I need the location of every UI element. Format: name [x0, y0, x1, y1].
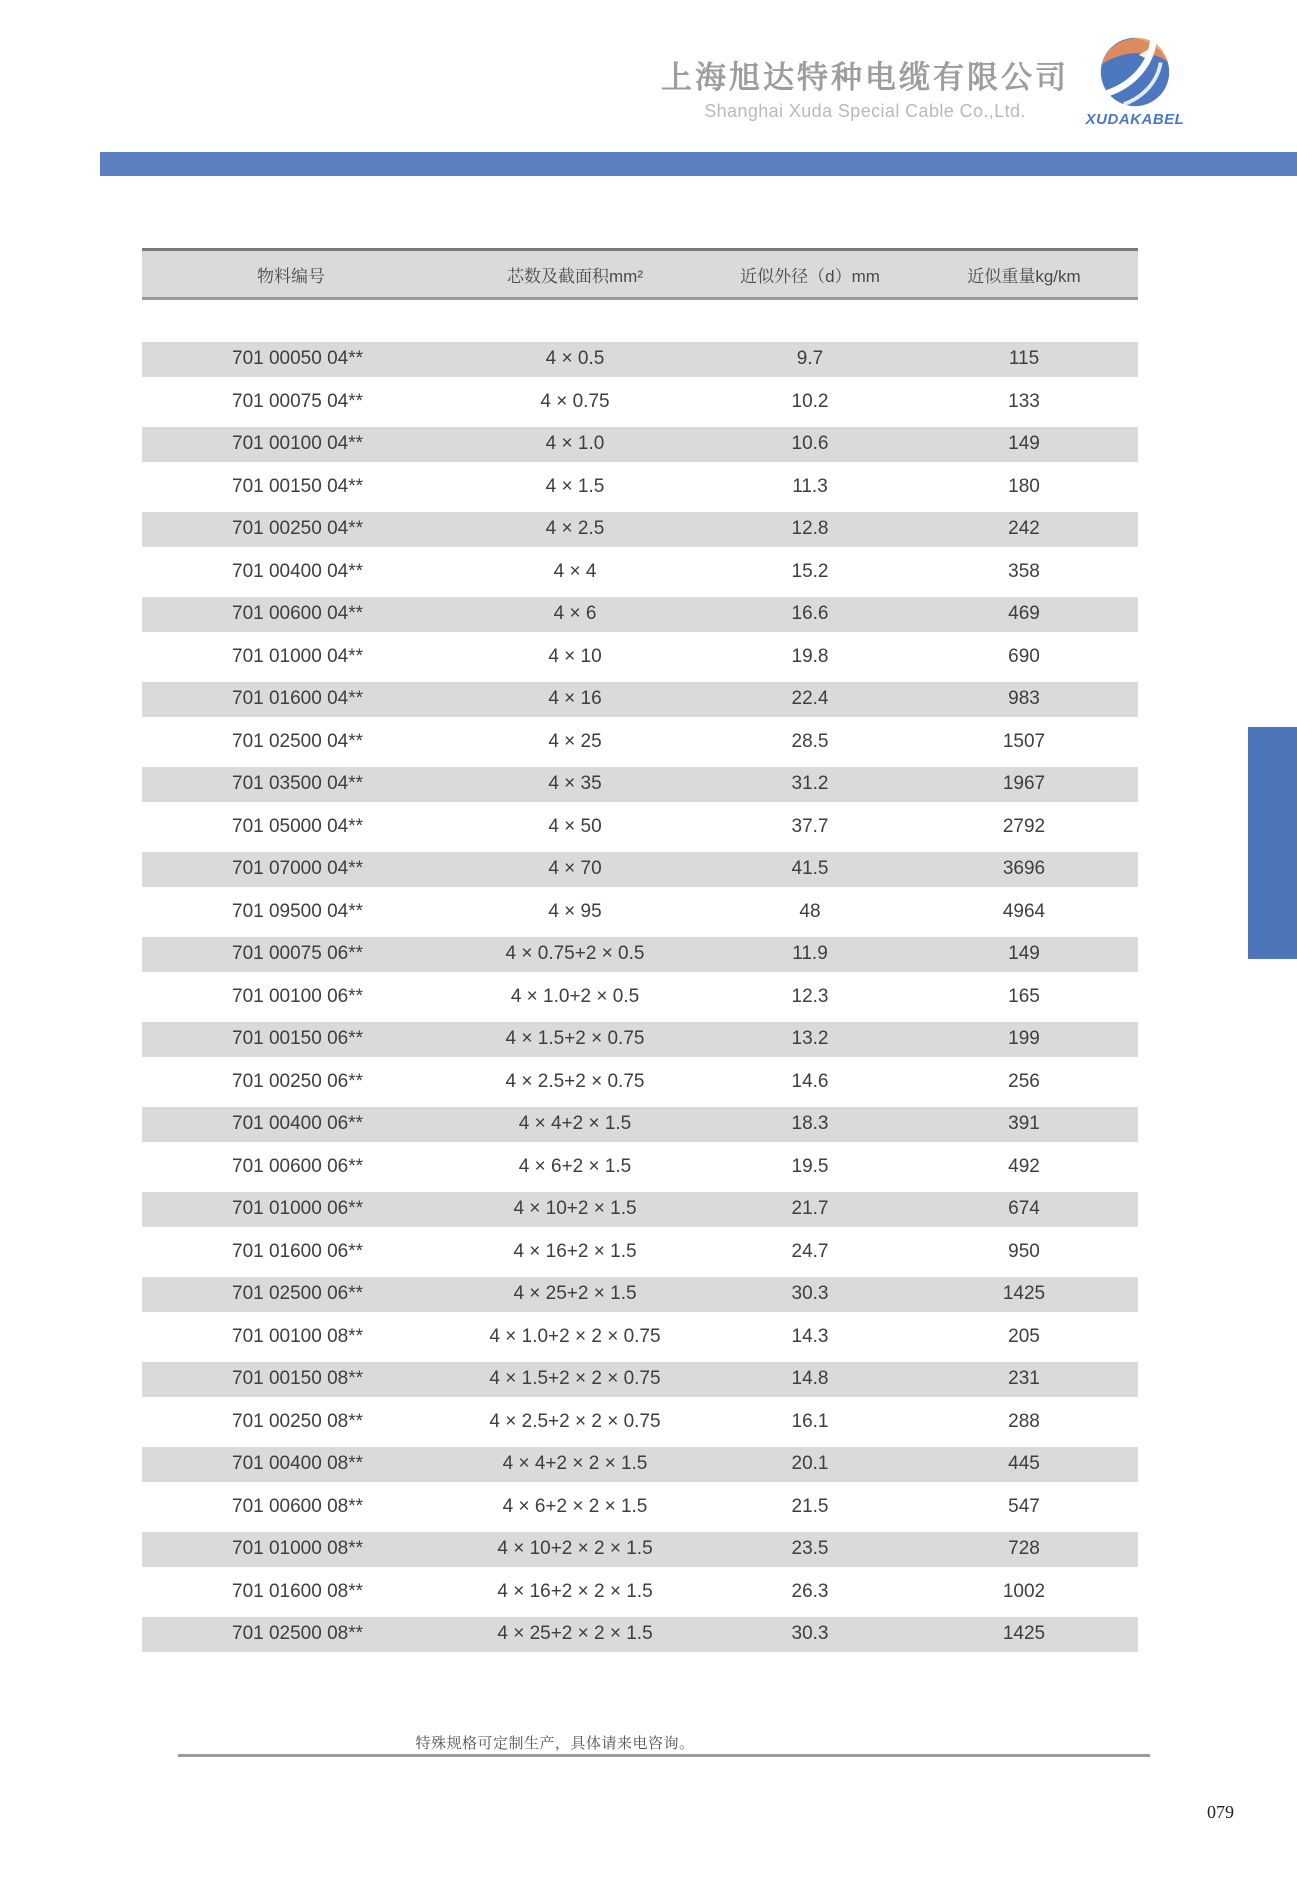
cell-outer-diameter: 20.1 — [791, 1453, 829, 1475]
cell-cores-section: 4 × 6 — [553, 603, 597, 625]
cell-material-code: 701 00400 04** — [232, 560, 364, 582]
cell-outer-diameter: 12.8 — [791, 518, 829, 540]
cell-weight: 205 — [1008, 1325, 1040, 1347]
cell-outer-diameter: 28.5 — [791, 730, 829, 752]
table-row — [142, 1528, 1138, 1571]
cell-outer-diameter: 10.6 — [791, 433, 829, 455]
table-row — [142, 678, 1138, 721]
company-name-block — [661, 52, 1069, 122]
cell-cores-section: 4 × 1.5+2 × 0.75 — [505, 1028, 645, 1050]
page-number: 079 — [1207, 1802, 1234, 1822]
cell-outer-diameter: 15.2 — [791, 560, 829, 582]
cell-material-code: 701 00400 06** — [232, 1113, 364, 1135]
table-row — [142, 1103, 1138, 1146]
cell-weight: 149 — [1008, 433, 1040, 455]
cell-weight: 728 — [1008, 1538, 1040, 1560]
cell-outer-diameter: 14.3 — [791, 1325, 829, 1347]
table-row — [142, 1358, 1138, 1401]
cell-cores-section: 4 × 10+2 × 1.5 — [513, 1198, 637, 1220]
cell-weight: 1425 — [1002, 1283, 1046, 1305]
cell-weight: 445 — [1008, 1453, 1040, 1475]
cell-outer-diameter: 13.2 — [791, 1028, 829, 1050]
cell-weight: 674 — [1008, 1198, 1040, 1220]
cell-weight: 2792 — [1002, 815, 1046, 837]
cell-outer-diameter: 12.3 — [791, 985, 829, 1007]
cell-outer-diameter: 26.3 — [791, 1580, 829, 1602]
cell-cores-section: 4 × 1.0+2 × 0.5 — [510, 985, 640, 1007]
cell-cores-section: 4 × 2.5+2 × 2 × 0.75 — [489, 1410, 661, 1432]
table-row — [142, 1273, 1138, 1316]
table-row — [142, 466, 1138, 509]
cell-cores-section: 4 × 0.75 — [540, 390, 610, 412]
table-row — [142, 593, 1138, 636]
cell-cores-section: 4 × 0.5 — [545, 348, 605, 370]
cell-outer-diameter: 16.1 — [791, 1410, 829, 1432]
header-divider-bar — [100, 152, 1297, 176]
cell-outer-diameter: 14.6 — [791, 1070, 829, 1092]
cell-cores-section: 4 × 16+2 × 1.5 — [513, 1240, 637, 1262]
table-row — [142, 1231, 1138, 1274]
table-row — [142, 933, 1138, 976]
logo-wordmark: XUDAKABEL — [1085, 111, 1185, 128]
cell-material-code: 701 00250 08** — [232, 1410, 364, 1432]
cell-material-code: 701 00075 06** — [232, 943, 364, 965]
cell-weight: 180 — [1008, 475, 1040, 497]
cell-cores-section: 4 × 70 — [548, 858, 602, 880]
cell-cores-section: 4 × 1.0 — [545, 433, 605, 455]
cell-outer-diameter: 14.8 — [791, 1368, 829, 1390]
cell-weight: 690 — [1008, 645, 1040, 667]
table-row — [142, 381, 1138, 424]
table-row — [142, 508, 1138, 551]
company-name-chinese: 上海旭达特种电缆有限公司 — [661, 60, 1069, 95]
cell-outer-diameter: 41.5 — [791, 858, 829, 880]
cell-material-code: 701 00600 08** — [232, 1495, 364, 1517]
table-row — [142, 1613, 1138, 1656]
cell-material-code: 701 01000 04** — [232, 645, 364, 667]
cell-weight: 1425 — [1002, 1623, 1046, 1645]
cell-weight: 149 — [1008, 943, 1040, 965]
cell-weight: 242 — [1008, 518, 1040, 540]
table-row — [142, 423, 1138, 466]
cell-cores-section: 4 × 10 — [548, 645, 602, 667]
cell-material-code: 701 00150 08** — [232, 1368, 364, 1390]
cell-cores-section: 4 × 4+2 × 2 × 1.5 — [502, 1453, 648, 1475]
cell-material-code: 701 00050 04** — [232, 348, 364, 370]
cell-cores-section: 4 × 1.0+2 × 2 × 0.75 — [489, 1325, 661, 1347]
cell-material-code: 701 09500 04** — [232, 900, 364, 922]
cell-weight: 469 — [1008, 603, 1040, 625]
cell-material-code: 701 03500 04** — [232, 773, 364, 795]
table-row — [142, 1188, 1138, 1231]
cell-weight: 231 — [1008, 1368, 1040, 1390]
cell-cores-section: 4 × 4 — [553, 560, 597, 582]
cell-weight: 1002 — [1002, 1580, 1046, 1602]
cell-material-code: 701 00600 06** — [232, 1155, 364, 1177]
cell-material-code: 701 00400 08** — [232, 1453, 364, 1475]
cell-material-code: 701 05000 04** — [232, 815, 364, 837]
cell-cores-section: 4 × 4+2 × 1.5 — [518, 1113, 632, 1135]
table-row — [142, 848, 1138, 891]
cell-outer-diameter: 19.5 — [791, 1155, 829, 1177]
cell-weight: 1967 — [1002, 773, 1046, 795]
table-header-row — [142, 248, 1138, 300]
cell-weight: 133 — [1008, 390, 1040, 412]
cell-cores-section: 4 × 95 — [548, 900, 602, 922]
cell-outer-diameter: 30.3 — [791, 1623, 829, 1645]
company-name-english: Shanghai Xuda Special Cable Co.,Ltd. — [704, 101, 1026, 121]
table-row — [142, 1486, 1138, 1529]
cell-weight: 4964 — [1002, 900, 1046, 922]
cell-outer-diameter: 9.7 — [796, 348, 824, 370]
table-row — [142, 806, 1138, 849]
cable-spec-table — [142, 248, 1138, 1656]
cell-material-code: 701 01000 08** — [232, 1538, 364, 1560]
cell-cores-section: 4 × 0.75+2 × 0.5 — [505, 943, 645, 965]
cell-outer-diameter: 10.2 — [791, 390, 829, 412]
cell-outer-diameter: 48 — [799, 900, 821, 922]
cell-weight: 115 — [1008, 348, 1040, 370]
cell-material-code: 701 02500 06** — [232, 1283, 364, 1305]
cell-weight: 983 — [1008, 688, 1040, 710]
section-index-tab — [1248, 727, 1297, 959]
cell-cores-section: 4 × 1.5+2 × 2 × 0.75 — [489, 1368, 661, 1390]
cell-material-code: 701 00250 04** — [232, 518, 364, 540]
table-row — [142, 1061, 1138, 1104]
table-row — [142, 721, 1138, 764]
column-header-material-code: 物料编号 — [257, 266, 325, 286]
cell-outer-diameter: 37.7 — [791, 815, 829, 837]
cell-weight: 492 — [1008, 1155, 1040, 1177]
table-row — [142, 976, 1138, 1019]
cell-outer-diameter: 21.7 — [791, 1198, 829, 1220]
table-row — [142, 636, 1138, 679]
table-row — [142, 338, 1138, 381]
cell-outer-diameter: 19.8 — [791, 645, 829, 667]
cell-weight: 3696 — [1002, 858, 1046, 880]
cell-cores-section: 4 × 25+2 × 2 × 1.5 — [497, 1623, 653, 1645]
cell-cores-section: 4 × 16 — [548, 688, 602, 710]
table-row — [142, 763, 1138, 806]
cell-cores-section: 4 × 10+2 × 2 × 1.5 — [497, 1538, 653, 1560]
cell-outer-diameter: 18.3 — [791, 1113, 829, 1135]
cell-cores-section: 4 × 25 — [548, 730, 602, 752]
table-row — [142, 891, 1138, 934]
cell-material-code: 701 00250 06** — [232, 1070, 364, 1092]
column-header-weight: 近似重量kg/km — [967, 266, 1081, 286]
cell-weight: 547 — [1008, 1495, 1040, 1517]
table-row — [142, 1401, 1138, 1444]
cell-cores-section: 4 × 35 — [548, 773, 602, 795]
company-logo — [1083, 34, 1187, 128]
cell-outer-diameter: 30.3 — [791, 1283, 829, 1305]
cell-weight: 358 — [1008, 560, 1040, 582]
cell-cores-section: 4 × 2.5+2 × 0.75 — [505, 1070, 645, 1092]
cell-weight: 1507 — [1002, 730, 1046, 752]
cell-weight: 199 — [1008, 1028, 1040, 1050]
cell-weight: 950 — [1008, 1240, 1040, 1262]
cell-material-code: 701 01600 06** — [232, 1240, 364, 1262]
globe-swoosh-icon — [1083, 34, 1187, 110]
cell-material-code: 701 01600 04** — [232, 688, 364, 710]
cell-material-code: 701 00100 04** — [232, 433, 364, 455]
cell-cores-section: 4 × 25+2 × 1.5 — [513, 1283, 637, 1305]
cell-material-code: 701 07000 04** — [232, 858, 364, 880]
cell-outer-diameter: 16.6 — [791, 603, 829, 625]
cell-weight: 391 — [1008, 1113, 1040, 1135]
cell-material-code: 701 00600 04** — [232, 603, 364, 625]
cell-weight: 256 — [1008, 1070, 1040, 1092]
column-header-outer-diameter: 近似外径（d）mm — [740, 266, 880, 286]
cell-material-code: 701 01600 08** — [232, 1580, 364, 1602]
cell-weight: 288 — [1008, 1410, 1040, 1432]
cell-outer-diameter: 24.7 — [791, 1240, 829, 1262]
cell-cores-section: 4 × 6+2 × 1.5 — [518, 1155, 632, 1177]
cell-material-code: 701 01000 06** — [232, 1198, 364, 1220]
cell-weight: 165 — [1008, 985, 1040, 1007]
table-row — [142, 551, 1138, 594]
custom-order-note: 特殊规格可定制生产，具体请来电咨询。 — [415, 1735, 695, 1752]
cell-material-code: 701 00100 08** — [232, 1325, 364, 1347]
table-row — [142, 1018, 1138, 1061]
cell-material-code: 701 00150 06** — [232, 1028, 364, 1050]
cell-outer-diameter: 31.2 — [791, 773, 829, 795]
table-row — [142, 1146, 1138, 1189]
table-row — [142, 1443, 1138, 1486]
cell-outer-diameter: 11.3 — [792, 475, 828, 497]
cell-material-code: 701 00150 04** — [232, 475, 364, 497]
table-row — [142, 1571, 1138, 1614]
cell-cores-section: 4 × 50 — [548, 815, 602, 837]
cell-cores-section: 4 × 1.5 — [545, 475, 605, 497]
cell-material-code: 701 02500 08** — [232, 1623, 364, 1645]
cell-material-code: 701 00100 06** — [232, 985, 364, 1007]
cell-material-code: 701 02500 04** — [232, 730, 364, 752]
cell-outer-diameter: 22.4 — [791, 688, 829, 710]
cell-cores-section: 4 × 2.5 — [545, 518, 605, 540]
cell-outer-diameter: 23.5 — [791, 1538, 829, 1560]
cell-cores-section: 4 × 16+2 × 2 × 1.5 — [497, 1580, 653, 1602]
table-row — [142, 1316, 1138, 1359]
footer-divider-line — [178, 1754, 1150, 1757]
cell-cores-section: 4 × 6+2 × 2 × 1.5 — [502, 1495, 648, 1517]
table-body — [142, 338, 1138, 1656]
cell-material-code: 701 00075 04** — [232, 390, 364, 412]
cell-outer-diameter: 21.5 — [791, 1495, 829, 1517]
column-header-cores-section: 芯数及截面积mm² — [507, 266, 643, 286]
cell-outer-diameter: 11.9 — [792, 943, 828, 965]
